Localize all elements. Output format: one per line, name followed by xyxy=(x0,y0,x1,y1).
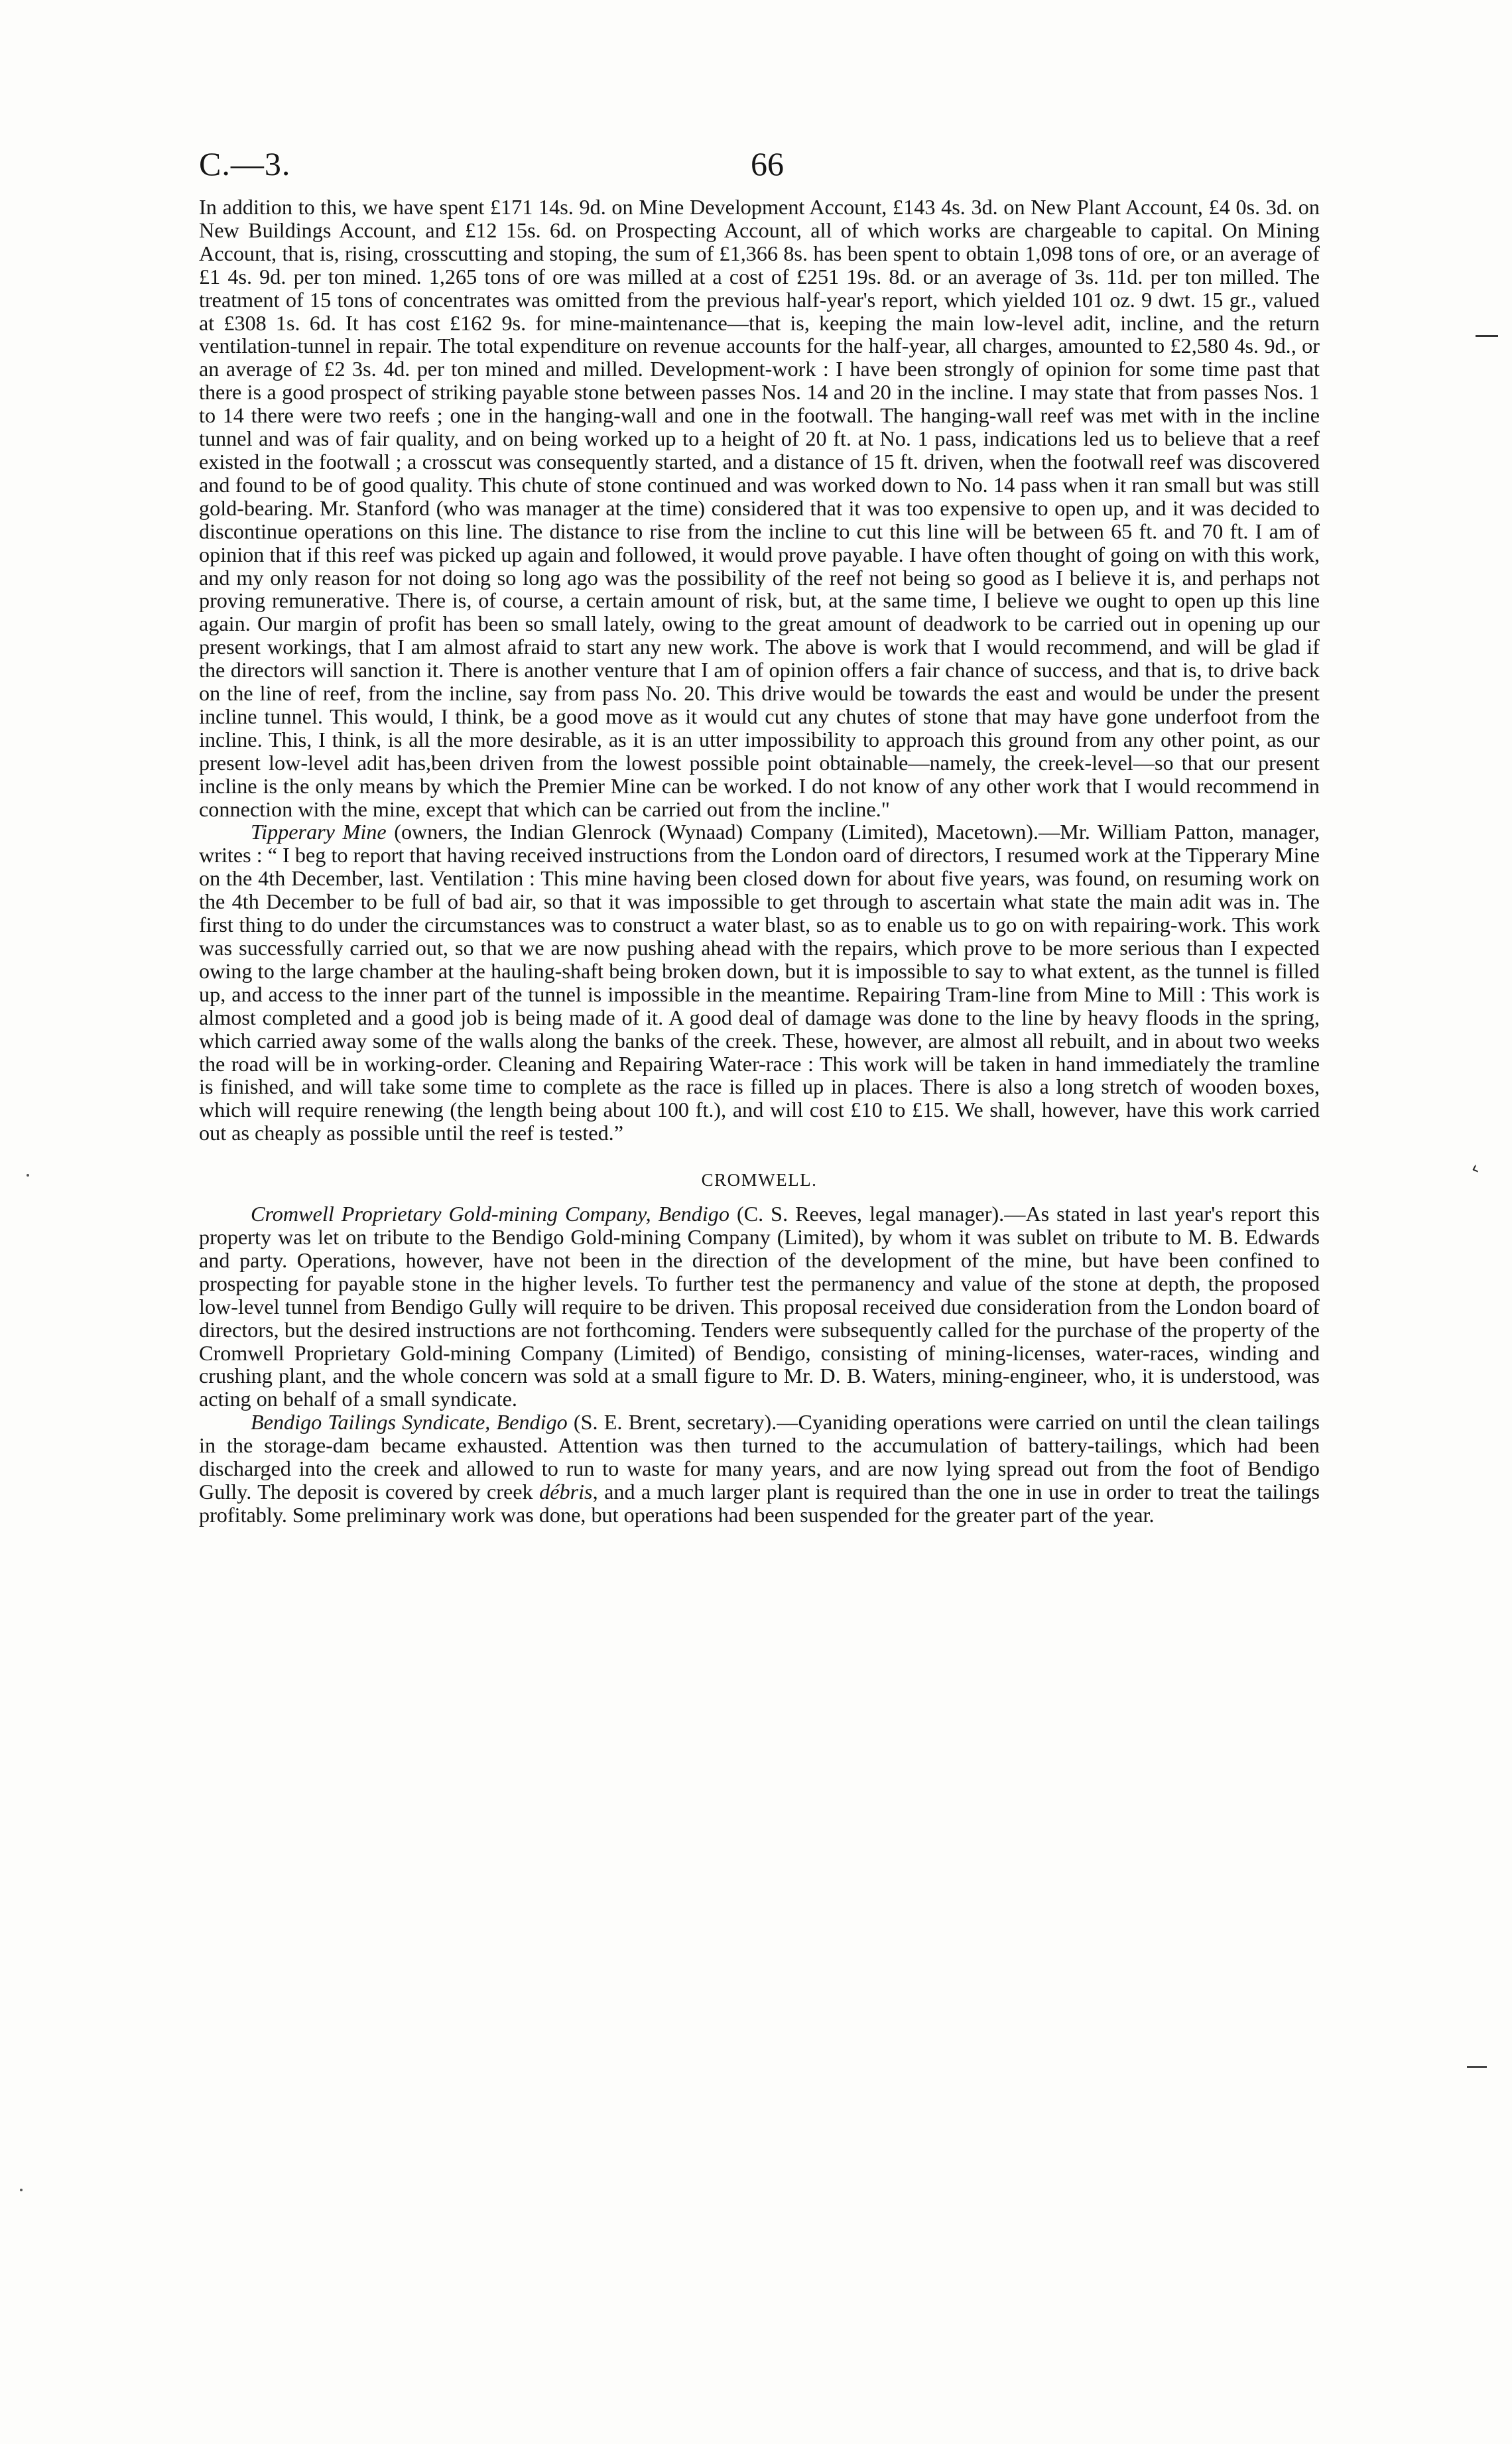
document-reference: C.—3. xyxy=(199,145,291,182)
mine-name-tipperary: Tipperary Mine xyxy=(251,820,387,844)
tipperary-report-text: (owners, the Indian Glenrock (Wynaad) Company (Limited), Macetown).—Mr. William Patton, manager, writes : “ I beg to report that having received instructions from the London oard of directors, I resumed work at the Tipperary Mine on the 4th December, last. Ventilation : This mine having been closed down for about five years, was found, on resuming work on the 4th December to be full of bad air, so that it was impossible to get through to ascertain what state the main adit was in. The first thing to do under the circumstances was to construct a water blast, so as to enable us to go on with repairing-work. This work was successfully carried out, so that we are now pushing ahead with the repairs, which prove to be more serious than I expected owing to the large chamber at the hauling-shaft being broken down, but it is impossible to say to what extent, as the tunnel is filled up, and access to the inner part of the tunnel is impossible in the meantime. Repairing Tram-line from Mine to Mill : This work is almost completed and a good job is being made of it. A good deal of damage was done to the line by heavy floods in the spring, which carried away some of the walls along the banks of the creek. These, however, are almost all rebuilt, and in about two weeks the road will be in working-order. Cleaning and Repairing Water-race : This work will be taken in hand immediately the tramline is finished, and will take some time to complete as the race is filled up in places. There is also a long stretch of wooden boxes, which will require renewing (the length being about 100 ft.), and will cost £10 to £15. We shall, however, have this work carried out as cheaply as possible until the reef is tested.” xyxy=(199,820,1320,1145)
page-number: 66 xyxy=(751,145,784,182)
paragraph-bendigo-tailings xyxy=(199,1411,1320,1527)
cromwell-report-text: (C. S. Reeves, legal manager).—As stated in last year's report this property was let on tribute to the Bendigo Gold-mining Company (Limited), by whom it was sublet on tribute to M. B. Edwards and party. Operations, however, have not been in the direction of the development of the mine, but have been confined to prospecting for payable stone in the higher levels. To further test the permanency and value of the stone at depth, the proposed low-level tunnel from Bendigo Gully will require to be driven. This proposal received due consideration from the London board of directors, but the desired instructions are not forthcoming. Tenders were subsequently called for the purchase of the property of the Cromwell Proprietary Gold-mining Company (Limited) of Bendigo, consisting of mining-licenses, water-races, winding and crushing plant, and the whole concern was sold at a small figure to Mr. D. B. Waters, mining-engineer, who, it is understood, was acting on behalf of a small syndicate. xyxy=(199,1202,1320,1411)
paragraph-tipperary-mine xyxy=(199,820,1320,1145)
bendigo-report-text-a: (S. E. Brent, secretary).—Cyaniding operations were carried on until the clean tailings in the storage-dam became exhausted. Attention was then turned to the accumulation of battery-tailings, which had been discharged into the creek and allowed to run to waste for many years, and are now lying spread out from the foot of Bendigo Gully. The deposit is covered by creek xyxy=(199,1410,1320,1504)
bendigo-report-text-b: , and a much larger plant is required than the one in use in order to treat the tailings profitably. Some preliminary work was done, but operations had been suspended for the greater part of the year. xyxy=(199,1479,1320,1527)
margin-dot-mark xyxy=(27,1174,29,1177)
company-name-bendigo-tailings: Bendigo Tailings Syndicate, Bendigo xyxy=(251,1410,568,1435)
section-heading-cromwell: CROMWELL. xyxy=(701,1170,818,1190)
margin-dash-mark xyxy=(1476,335,1498,337)
margin-tick-mark: ‹ xyxy=(1467,1157,1482,1180)
margin-dot-mark-lower xyxy=(20,2189,23,2191)
company-name-cromwell: Cromwell Proprietary Gold-mining Company, Bendigo xyxy=(251,1202,729,1226)
debris-word: débris xyxy=(539,1479,593,1504)
paragraph-premier-mine-continued: In addition to this, we have spent £171 14s. 9d. on Mine Development Account, £143 4s. 3d. on New Plant Account, £4 0s. 3d. on New Buildings Account, and £12 15s. 6d. on Prospecting Account, all of which works are chargeable to capital. On Mining Account, that is, rising, crosscutting and stoping, the sum of £1,366 8s. has been spent to obtain 1,098 tons of ore, or an average of £1 4s. 9d. per ton mined. 1,265 tons of ore was milled at a cost of £251 19s. 8d. or an average of 3s. 11d. per ton milled. The treatment of 15 tons of concentrates was omitted from the previous half-year's report, which yielded 101 oz. 9 dwt. 15 gr., valued at £308 1s. 6d. It has cost £162 9s. for mine-maintenance—that is, keeping the main low-level adit, incline, and the return ventilation-tunnel in repair. The total expenditure on revenue accounts for the half-year, all charges, amounted to £2,580 4s. 9d., or an average of £2 3s. 4d. per ton mined and milled. Development-work : I have been strongly of opinion for some time past that there is a good prospect of striking payable stone between passes Nos. 14 and 20 in the incline. I may state that from passes Nos. 1 to 14 there were two reefs ; one in the hanging-wall and one in the footwall. The hanging-wall reef was met with in the incline tunnel and was of fair quality, and on being worked up to a height of 20 ft. at No. 1 pass, indications led us to believe that a reef existed in the footwall ; a crosscut was consequently started, and a distance of 15 ft. driven, when the footwall reef was discovered and found to be of good quality. This chute of stone continued and was worked down to No. 14 pass when it ran small but was still gold-bearing. Mr. Stanford (who was manager at the time) considered that it was too expensive to open up, and it was decided to discontinue operations on this line. The distance to rise from the incline to cut this line will be between 65 ft. and 70 ft. I am of opinion that if this reef was picked up again and followed, it would prove payable. I have often thought of going on with this work, and my only reason for not doing so long ago was the possibility of the reef not being so good as I believe it is, and perhaps not proving remunerative. There is, of course, a certain amount of risk, but, at the same time, I believe we ought to open up this line again. Our margin of profit has been so small lately, owing to the great amount of deadwork to be carried out in opening up our present workings, that I am almost afraid to start any new work. The above is work that I would recommend, and will be glad if the directors will sanction it. There is another venture that I am of opinion offers a fair chance of success, and that is, to drive back on the line of reef, from the incline, say from pass No. 20. This drive would be towards the east and would be under the present incline tunnel. This would, I think, be a good move as it would cut any chutes of stone that may have gone underfoot from the incline. This, I think, is all the more desirable, as it is an utter impossibility to approach this ground from any other point, as our present low-level adit has,been driven from the lowest possible point obtainable—namely, the creek-level—so that our present incline is the only means by which the Premier Mine can be worked. I do not know of any other work that I would recommend in connection with the mine, except that which can be carried out from the incline." xyxy=(199,195,1320,821)
body-text xyxy=(199,196,1320,1527)
margin-dash-mark-lower xyxy=(1467,2066,1487,2068)
page-header xyxy=(199,145,1320,191)
paragraph-cromwell-proprietary xyxy=(199,1202,1320,1411)
